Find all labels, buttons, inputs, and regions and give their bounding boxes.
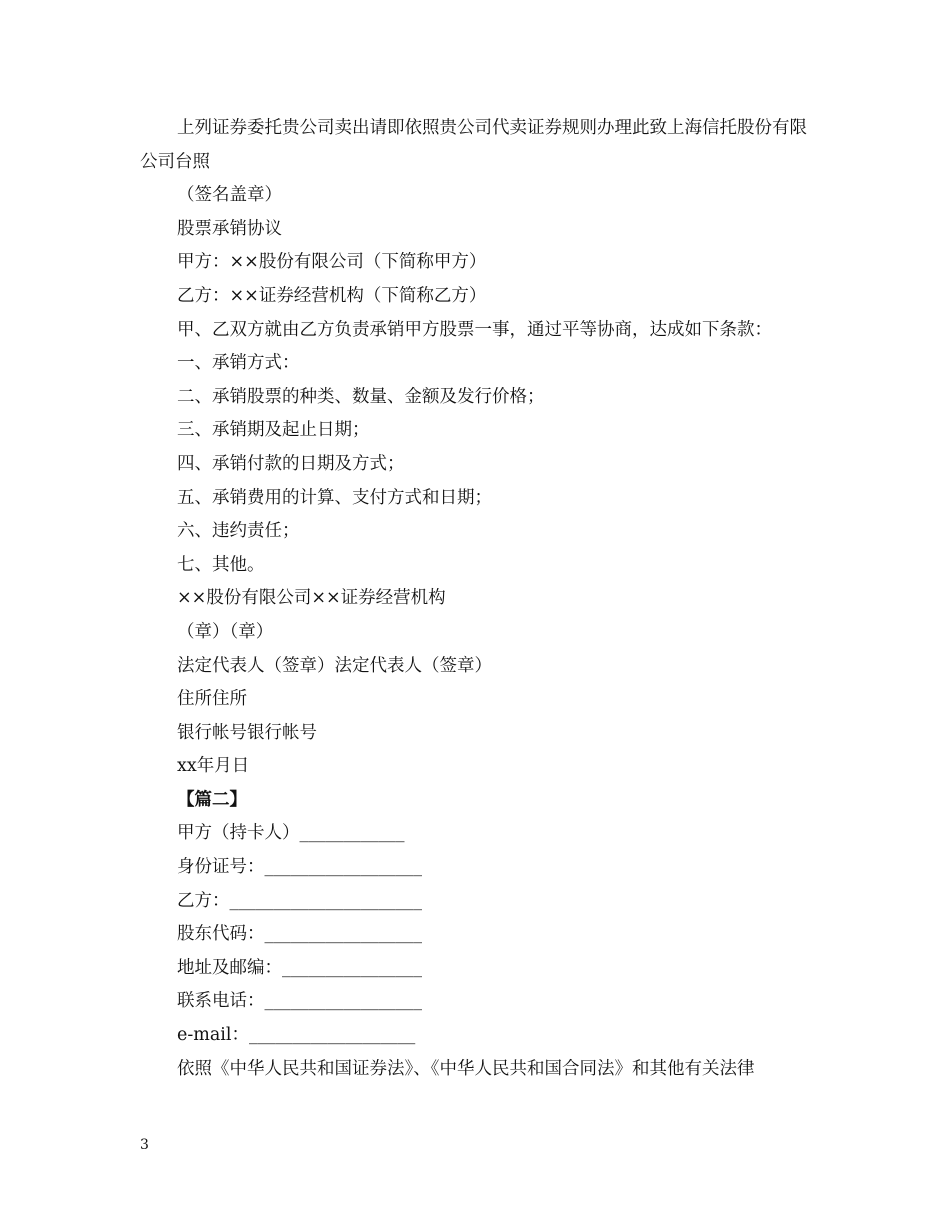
section-heading: 【篇二】 <box>177 789 247 810</box>
document-paragraph: 甲方（持卡人）____________ <box>177 823 405 844</box>
document-paragraph: e-mail：___________________ <box>177 1025 416 1046</box>
document-paragraph: 身份证号：__________________ <box>177 857 422 878</box>
document-paragraph: 五、承销费用的计算、支付方式和日期； <box>177 487 492 508</box>
document-paragraph: 股东代码：__________________ <box>177 924 422 945</box>
document-paragraph: （章）（章） <box>177 621 274 642</box>
document-paragraph: 二、承销股票的种类、数量、金额及发行价格； <box>177 386 545 407</box>
document-paragraph: 四、承销付款的日期及方式； <box>177 453 405 474</box>
document-paragraph: 银行帐号银行帐号 <box>177 722 317 743</box>
document-paragraph: 一、承销方式： <box>177 353 300 374</box>
document-paragraph: ××股份有限公司××证券经营机构 <box>177 588 446 609</box>
document-paragraph: 住所住所 <box>177 689 247 710</box>
document-paragraph: 上列证券委托贵公司卖出请即依照贵公司代卖证券规则办理此致上海信托股份有限公司台照 <box>140 118 807 172</box>
page-number: 3 <box>140 1137 149 1153</box>
document-paragraph: 乙方：______________________ <box>177 890 422 911</box>
document-paragraph: （签名盖章） <box>177 185 282 206</box>
document-paragraph: 股票承销协议 <box>177 218 282 239</box>
document-paragraph: 依照《中华人民共和国证券法》、《中华人民共和国合同法》和其他有关法律 <box>177 1058 755 1079</box>
document-paragraph: 地址及邮编：________________ <box>177 957 422 978</box>
document-paragraph: 甲方：××股份有限公司（下简称甲方） <box>177 252 487 273</box>
document-paragraph: 甲、乙双方就由乙方负责承销甲方股票一事，通过平等协商，达成如下条款： <box>177 319 772 340</box>
document-paragraph: 六、违约责任； <box>177 521 300 542</box>
document-paragraph: xx年月日 <box>177 756 250 777</box>
document-paragraph: 法定代表人（签章）法定代表人（签章） <box>177 655 492 676</box>
document-paragraph: 乙方：××证券经营机构（下简称乙方） <box>177 285 487 306</box>
document-paragraph: 联系电话：__________________ <box>177 991 422 1012</box>
document-body <box>140 112 812 1086</box>
document-paragraph: 七、其他。 <box>177 554 265 575</box>
document-paragraph: 三、承销期及起止日期； <box>177 420 370 441</box>
